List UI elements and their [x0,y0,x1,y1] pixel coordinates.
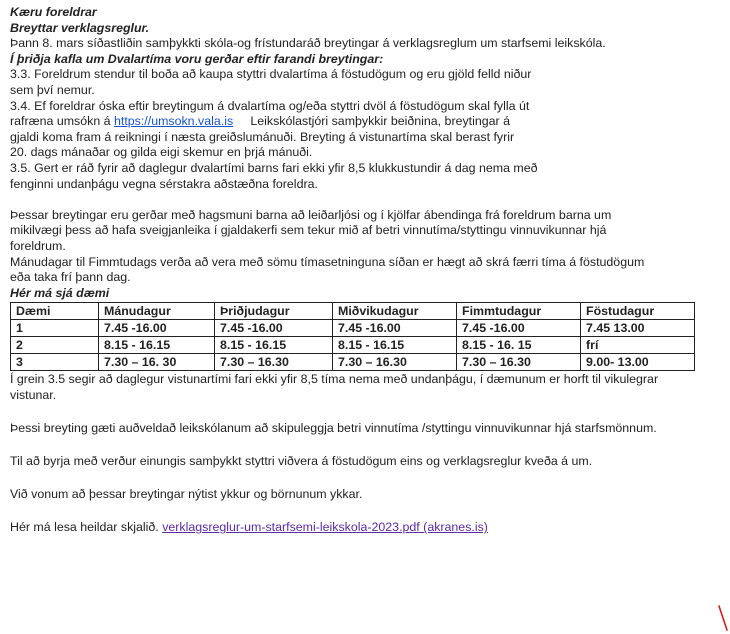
rule-3-5-line-1: 3.5. Gert er ráð fyrir að daglegur dvalartími barns fari ekki yfir 8,5 klukkustundir á dag nema með [10,160,538,175]
body-para-line-1: Þessar breytingar eru gerðar með hagsmuni barna að leiðarljósi og í kjölfar ábendinga frá foreldrum barna um [10,207,612,222]
table-header-row [11,303,695,320]
para-benefit: Þessi breyting gæti auðveldað leikskólanum að skipuleggja betri vinnutíma /styttingu vinnuvikunnar hjá starfsmönnum. [10,421,657,436]
body-para-line-4: Mánudagar til Fimmtudags verða að vera með sömu tímasetninguna síðan er hægt að skrá færri tíma á föstudögum [10,254,645,269]
after-table-line-2: vistunar. [10,388,57,403]
umsokn-link[interactable]: https://umsokn.vala.is [114,114,234,129]
header-cell: Fimmtudagur [457,303,581,320]
table-cell: 8.15 - 16.15 [333,337,457,354]
example-heading: Hér má sjá dæmi [10,285,110,300]
table-cell: 7.45 -16.00 [215,320,333,337]
table-cell: 8.15 - 16.15 [215,337,333,354]
table-cell: frí [581,337,695,354]
red-pen-mark [712,604,730,632]
table-row [11,354,695,371]
header-cell: Þriðjudagur [215,303,333,320]
document-body [10,5,722,535]
table-cell: 7.45 -16.00 [333,320,457,337]
rule-3-5-line-2: fenginni undanþágu vegna sérstakra aðstæðna foreldra. [10,176,318,191]
rule-3-4-line-2 [10,114,722,130]
para-start: Til að byrja með verður einungis samþykkt styttri viðvera á föstudögum eins og verklagsreglur kveða á um. [10,454,593,469]
table-cell: 8.15 - 16. 15 [457,337,581,354]
read-more [10,519,722,535]
example-table [10,302,695,371]
table-cell: 1 [11,320,99,337]
table-cell: 7.45 -16.00 [457,320,581,337]
body-para-line-3: foreldrum. [10,238,66,253]
section-heading: Í þriðja kafla um Dvalartíma voru gerðar eftir farandi breytingar: [10,51,384,66]
spacer [10,192,722,208]
header-cell: Miðvikudagur [333,303,457,320]
header-cell: Föstudagur [581,303,695,320]
para-hope: Við vonum að þessar breytingar nýtist ykkur og börnunum ykkar. [10,487,363,502]
subject: Breyttar verklagsreglur. [10,20,150,35]
table-cell: 3 [11,354,99,371]
rule-3-4-prefix: rafræna umsókn á [10,114,114,129]
header-cell: Dæmi [11,303,99,320]
header-cell: Mánudagur [99,303,215,320]
rule-3-3-line-2: sem því nemur. [10,82,95,97]
rule-3-4-suffix: Leikskólastjóri samþykkir beiðnina, breytingar á [233,114,510,129]
table-cell: 7.30 – 16. 30 [99,354,215,371]
rule-3-3-line-1: 3.3. Foreldrum stendur til boða að kaupa styttri dvalartíma á föstudögum og eru gjöld felld niður [10,67,532,82]
rule-3-4-line-3: gjaldi koma fram á reikningi í næsta greiðslumánuði. Breyting á vistunartíma skal berast fyrir [10,129,515,144]
table-cell: 7.30 – 16.30 [215,354,333,371]
table-cell: 7.30 – 16.30 [457,354,581,371]
table-cell: 9.00- 13.00 [581,354,695,371]
rule-3-4-line-4: 20. dags mánaðar og gilda eigi skemur en þrjá mánuði. [10,145,313,160]
body-para-line-2: mikilvægi þess að hafa sveigjanleika í gjaldakerfi sem tekur mið af betri vinnutíma/styttingu vinnuvikunnar hjá [10,223,607,238]
table-row [11,320,695,337]
greeting: Kæru foreldrar [10,5,97,19]
table-cell: 2 [11,337,99,354]
table-cell: 7.30 – 16.30 [333,354,457,371]
table-cell: 7.45 -16.00 [99,320,215,337]
pdf-link[interactable]: verklagsreglur-um-starfsemi-leikskola-2023.pdf (akranes.is) [162,520,488,535]
read-more-prefix: Hér má lesa heildar skjalið. [10,520,163,535]
after-table-line-1: Í grein 3.5 segir að daglegur vistunartími fari ekki yfir 8,5 tíma nema með undanþágu, í dæmunum er horft til vikulegrar [10,372,659,387]
table-cell: 8.15 - 16.15 [99,337,215,354]
table-row [11,337,695,354]
intro: Þann 8. mars síðastliðin samþykkti skóla-og frístundaráð breytingar á verklagsreglum um starfsemi leikskóla. [10,36,606,51]
table-cell: 7.45 13.00 [581,320,695,337]
rule-3-4-line-1: 3.4. Ef foreldrar óska eftir breytingum á dvalartíma og/eða styttri dvöl á föstudögum skal fylla út [10,98,530,113]
body-para-line-5: eða taka frí þann dag. [10,270,131,285]
